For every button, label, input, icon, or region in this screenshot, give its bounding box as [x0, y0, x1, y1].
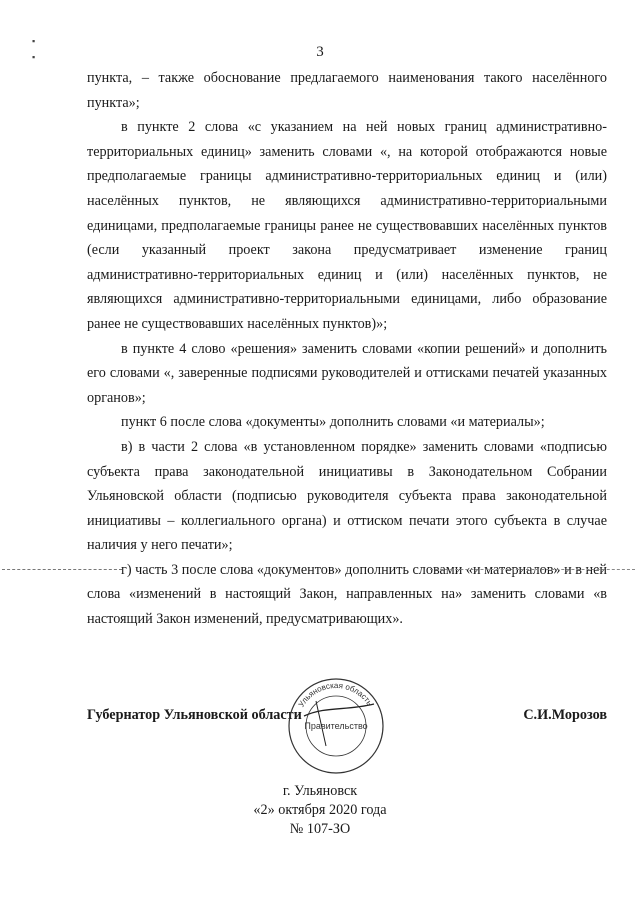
signatory-name: С.И.Морозов: [523, 707, 607, 723]
scan-artifact-line: [2, 569, 122, 570]
margin-mark: ▪: [32, 36, 36, 46]
footer-law-number: № 107-ЗО: [289, 821, 351, 837]
svg-text:Ульяновская область: [297, 681, 374, 709]
paragraph: в пункте 2 слова «с указанием на ней новых границ административно-территориальных единиц» заменить словами «, на которой отображаются новые предполагаемые границы административно-территориальных единиц и (или) населённых пунктов, не являющихся административно-территориальными единицами, предполагаемые границы ранее не существовавших населённых пунктов (если указанный проект закона предусматривает изменение границ административно-территориальных единиц и (или) населённых пунктов, не являющихся административно-территориальными единицами, либо образование ранее не существовавших населённых пунктов)»;: [87, 119, 607, 332]
paragraph: пункт 6 после слова «документы» дополнить словами «и материалы»;: [121, 414, 545, 431]
paragraph: в) в части 2 слова «в установленном порядке» заменить словами «подписью субъекта права законодательной инициативы в Законодательном Собрании Ульяновской области (подписью руководителя субъекта права законодательной инициативы – коллегиального органа) и оттиском печати этого субъекта в случае наличия у него печати»;: [87, 438, 607, 554]
document-footer: [0, 782, 640, 839]
seal-ring-text: Ульяновская область: [296, 680, 375, 709]
footer-date: «2» октября 2020 года: [253, 802, 387, 818]
paragraph: в пункте 4 слово «решения» заменить словами «копии решений» и дополнить его словами «, заверенные подписями руководителей и оттисками печатей указанных органов»;: [87, 340, 607, 406]
margin-mark: ▪: [32, 52, 36, 62]
footer-city: г. Ульяновск: [282, 783, 358, 799]
paragraph: г) часть 3 после слова «документов» дополнить словами «и материалов» и в ней слова «изменений в настоящий Закон, направленных на» заменить словами «в настоящий Закон изменений, предусматривающих».: [87, 561, 607, 628]
paragraph: пункта, – также обоснование предлагаемого наименования такого населённого пункта»;: [87, 70, 607, 111]
official-seal-stamp: [286, 676, 386, 776]
seal-center-text: Правительство: [304, 721, 368, 731]
scan-artifact-line: [430, 569, 635, 570]
signatory-title: Губернатор Ульяновской области: [87, 707, 302, 723]
page-number: 3: [316, 44, 324, 60]
document-body: [87, 66, 607, 632]
